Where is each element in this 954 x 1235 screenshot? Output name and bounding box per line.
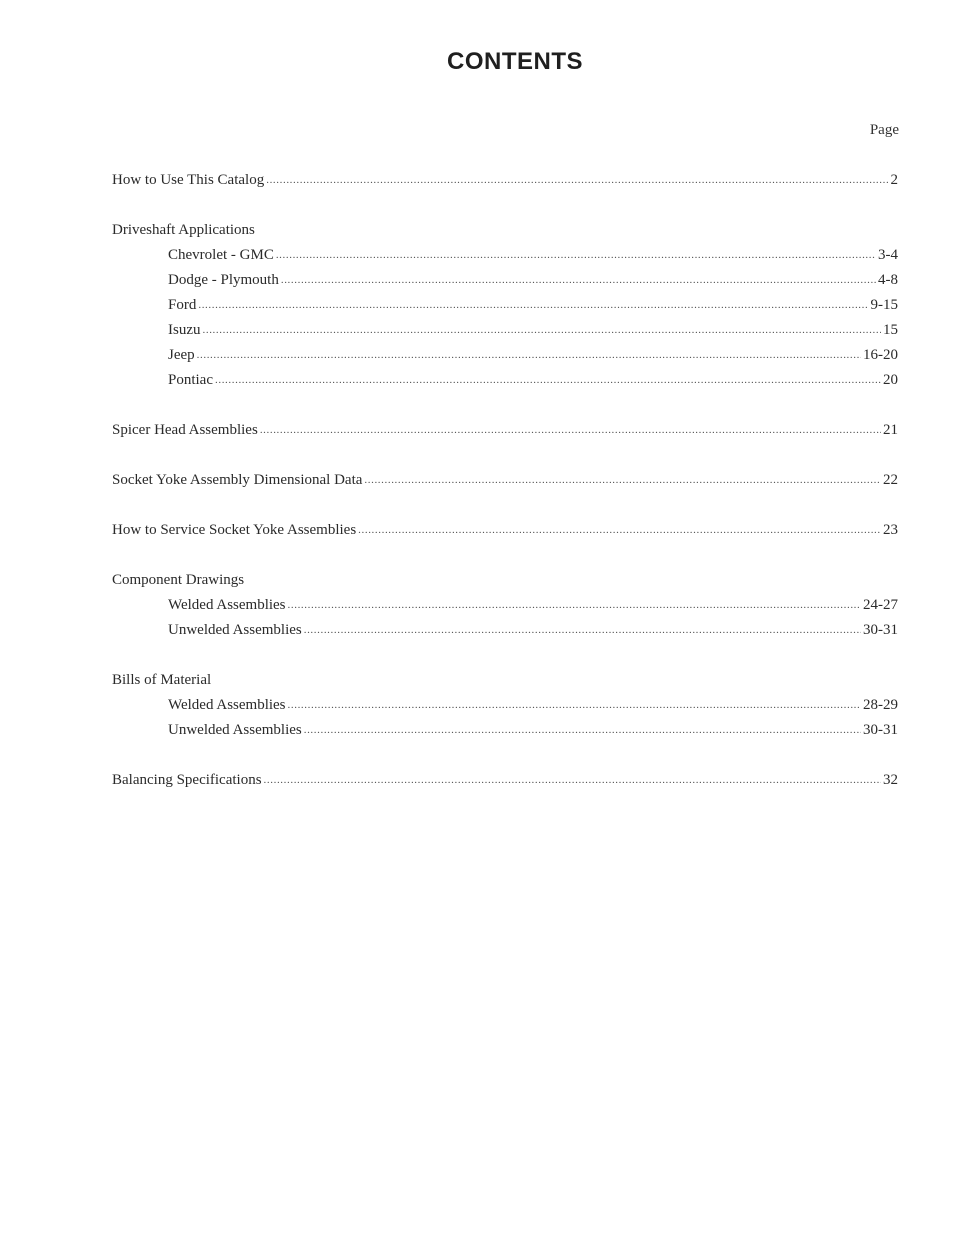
- toc-entry-page: 9-15: [870, 297, 898, 313]
- toc-entry-page: 4-8: [878, 272, 898, 288]
- toc-entry-page: 2: [890, 172, 898, 188]
- toc-entry-page: 15: [883, 322, 898, 338]
- toc-entry-spicer-head-assemblies[interactable]: [112, 418, 898, 443]
- toc-section-heading: Driveshaft Applications: [112, 222, 255, 238]
- toc-entry-label: Isuzu: [168, 322, 201, 338]
- toc-entry-chevrolet-gmc[interactable]: [112, 243, 898, 268]
- toc-entry-service-socket-yoke[interactable]: [112, 518, 898, 543]
- toc-entry-page: 22: [883, 472, 898, 488]
- toc-entry-page: 16-20: [863, 347, 898, 363]
- toc-section-component-drawings: [112, 568, 898, 593]
- toc-entry-label: Pontiac: [168, 372, 213, 388]
- dot-leader: [358, 518, 881, 543]
- toc-entry-label: Ford: [168, 297, 197, 313]
- toc-entry-label: Unwelded Assemblies: [168, 622, 302, 638]
- toc-entry-balancing-specifications[interactable]: [112, 768, 898, 793]
- toc-entry-label: Jeep: [168, 347, 195, 363]
- dot-leader: [266, 168, 888, 193]
- dot-leader: [304, 618, 861, 643]
- dot-leader: [364, 468, 881, 493]
- dot-leader: [215, 368, 881, 393]
- toc-entry-jeep[interactable]: [112, 343, 898, 368]
- dot-leader: [203, 318, 882, 343]
- dot-leader: [260, 418, 881, 443]
- toc-entry-socket-yoke-dimensional-data[interactable]: [112, 468, 898, 493]
- toc-entry-label: Welded Assemblies: [168, 697, 286, 713]
- toc-entry-page: 30-31: [863, 622, 898, 638]
- toc-entry-label: Chevrolet - GMC: [168, 247, 274, 263]
- toc-section-heading: Component Drawings: [112, 572, 245, 588]
- toc-entry-ford[interactable]: [112, 293, 898, 318]
- toc-entry-page: 20: [883, 372, 898, 388]
- toc-entry-label: Spicer Head Assemblies: [112, 422, 258, 438]
- toc-entry-page: 24-27: [863, 597, 898, 613]
- toc-entry-bom-welded[interactable]: [112, 693, 898, 718]
- toc-entry-page: 28-29: [863, 697, 898, 713]
- dot-leader: [288, 693, 861, 718]
- dot-leader: [276, 243, 876, 268]
- toc-entry-page: 32: [883, 772, 898, 788]
- toc-entry-drawings-unwelded[interactable]: [112, 618, 898, 643]
- toc-entry-pontiac[interactable]: [112, 368, 898, 393]
- toc-entry-label: Balancing Specifications: [112, 772, 262, 788]
- dot-leader: [288, 593, 861, 618]
- toc-entry-label: Unwelded Assemblies: [168, 722, 302, 738]
- toc-entry-page: 23: [883, 522, 898, 538]
- toc-entry-drawings-welded[interactable]: [112, 593, 898, 618]
- toc-section-bills-of-material: [112, 668, 898, 693]
- toc-entry-label: Dodge - Plymouth: [168, 272, 279, 288]
- toc-entry-page: 21: [883, 422, 898, 438]
- toc-entry-how-to-use[interactable]: [112, 168, 898, 193]
- toc-entry-isuzu[interactable]: [112, 318, 898, 343]
- toc-entry-page: 3-4: [878, 247, 898, 263]
- dot-leader: [264, 768, 881, 793]
- toc-entry-bom-unwelded[interactable]: [112, 718, 898, 743]
- dot-leader: [304, 718, 861, 743]
- toc-section-heading: Bills of Material: [112, 672, 212, 688]
- toc-entry-page: 30-31: [863, 722, 898, 738]
- toc-entry-label: Welded Assemblies: [168, 597, 286, 613]
- toc-entry-label: How to Service Socket Yoke Assemblies: [112, 522, 357, 538]
- toc-entry-label: How to Use This Catalog: [112, 172, 265, 188]
- dot-leader: [197, 343, 861, 368]
- dot-leader: [281, 268, 876, 293]
- page-title: CONTENTS: [447, 48, 583, 75]
- table-of-contents: [112, 168, 898, 793]
- toc-entry-label: Socket Yoke Assembly Dimensional Data: [112, 472, 363, 488]
- toc-section-driveshaft-applications: [112, 218, 898, 243]
- dot-leader: [198, 293, 868, 318]
- toc-entry-dodge-plymouth[interactable]: [112, 268, 898, 293]
- page-column-header: Page: [869, 122, 899, 138]
